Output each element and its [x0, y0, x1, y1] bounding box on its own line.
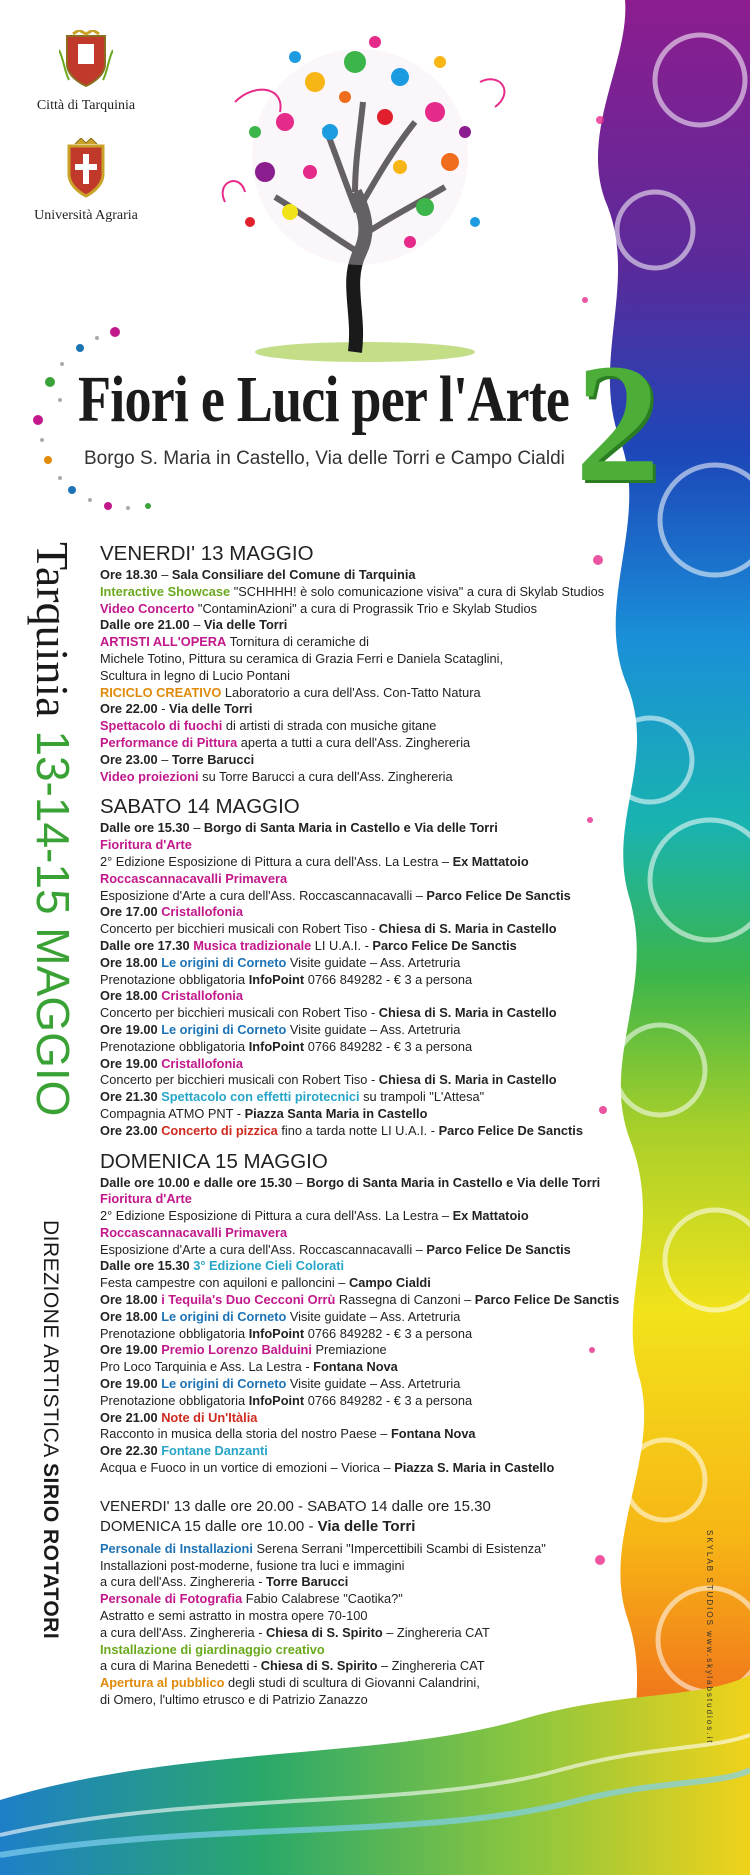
logo-label: Università Agraria — [34, 208, 138, 223]
flower-tree-illustration — [195, 22, 525, 367]
programme-line — [100, 988, 660, 1005]
line-segment: degli studi di scultura di Giovanni Calandrini, — [224, 1675, 480, 1691]
line-segment: Laboratorio a cura dell'Ass. Con-Tatto Natura — [221, 684, 481, 700]
programme-line — [100, 1292, 660, 1309]
line-segment: Fontane Danzanti — [161, 1443, 268, 1459]
programme-line — [100, 1393, 660, 1410]
line-segment: Prenotazione obbligatoria — [100, 1325, 249, 1341]
programme-line — [100, 718, 660, 735]
programme-line — [100, 888, 660, 905]
line-segment: Ore 22.30 — [100, 1443, 162, 1459]
programme-line — [100, 601, 660, 618]
programme-line — [100, 651, 660, 668]
line-segment: Ore 22.00 — [100, 701, 158, 717]
line-segment: Festa campestre con aquiloni e palloncini – — [100, 1275, 349, 1291]
line-segment: LI U.A.I. - — [311, 937, 373, 953]
programme-line — [100, 584, 660, 601]
line-segment: Concerto di pizzica — [161, 1122, 278, 1138]
line-segment: Campo Cialdi — [348, 1275, 431, 1291]
line-segment: Fioritura d'Arte — [100, 1191, 192, 1207]
programme-line — [100, 854, 660, 871]
line-segment: Parco Felice De Sanctis — [426, 1241, 571, 1257]
line-segment: – Zinghereria CAT — [382, 1624, 490, 1640]
line-segment: – — [292, 1174, 307, 1190]
programme-line — [100, 921, 660, 938]
programme-line — [100, 972, 660, 989]
programme-line — [100, 1225, 660, 1242]
line-segment: Spettacolo di fuochi — [100, 718, 223, 734]
line-segment: Rassegna di Canzoni – — [335, 1292, 475, 1308]
line-segment: Dalle ore 21.00 — [100, 617, 190, 633]
line-segment: Cristallofonia — [161, 904, 243, 920]
line-segment: Chiesa di S. Spirito — [266, 1624, 383, 1640]
programme-line — [100, 1410, 660, 1427]
line-segment: Cristallofonia — [161, 988, 243, 1004]
line-segment: Fontana Nova — [313, 1359, 398, 1375]
line-segment: Tornitura di ceramiche di — [226, 634, 370, 650]
line-segment: Premiazione — [311, 1342, 387, 1358]
line-segment: Ore 21.00 — [100, 1409, 162, 1425]
line-segment: – — [189, 617, 204, 633]
line-segment: Personale di Fotografia — [100, 1591, 243, 1607]
programme-line — [100, 871, 660, 888]
line-segment: – — [189, 820, 204, 836]
day-heading: SABATO 14 MAGGIO — [100, 795, 300, 819]
line-segment: Roccascannacavalli Primavera — [100, 1224, 288, 1240]
crest-icon — [59, 138, 113, 200]
line-segment: Piazza S. Maria in Castello — [394, 1460, 555, 1476]
line-segment: aperta a tutti a cura dell'Ass. Zinghereria — [237, 734, 471, 750]
programme-line — [100, 769, 660, 786]
line-segment: a cura dell'Ass. Zinghereria - — [100, 1574, 267, 1590]
event-subtitle: Borgo S. Maria in Castello, Via delle Torri e Campo Cialdi — [84, 448, 565, 469]
line-segment: RICICLO CREATIVO — [100, 684, 222, 700]
line-segment: Dalle ore 15.30 — [100, 820, 190, 836]
line-segment: Via delle Torri — [203, 617, 288, 633]
line-segment: Via delle Torri — [317, 1517, 416, 1535]
line-segment: Ex Mattatoio — [452, 853, 529, 869]
vertical-direction — [38, 1220, 62, 1639]
line-segment: Spettacolo con effetti pirotecnici — [161, 1089, 360, 1105]
programme-line — [100, 1574, 660, 1591]
line-segment: di Omero, l'ultimo etrusco e di Patrizio Zanazzo — [100, 1692, 368, 1708]
line-segment: 3° Edizione Cieli Colorati — [193, 1258, 345, 1274]
programme-line — [100, 1242, 660, 1259]
line-segment: "SCHHHH! è solo comunicazione visiva" a cura di Skylab Studios — [230, 583, 605, 599]
line-segment: Parco Felice De Sanctis — [426, 887, 571, 903]
line-segment: Interactive Showcase — [100, 583, 231, 599]
programme-line — [100, 1625, 660, 1642]
line-segment: Prenotazione obbligatoria — [100, 971, 249, 987]
line-segment: Installazioni post-moderne, fusione tra luci e immagini — [100, 1557, 405, 1573]
line-segment: 0766 849282 - € 3 a persona — [304, 1392, 473, 1408]
programme-line — [100, 1175, 660, 1192]
line-segment: Dalle ore 15.30 — [100, 1258, 194, 1274]
programme-line — [100, 1309, 660, 1326]
programme-line — [100, 820, 660, 837]
line-segment: Piazza Santa Maria in Castello — [244, 1105, 428, 1121]
programme-line — [100, 634, 660, 651]
line-segment: Chiesa di S. Maria in Castello — [378, 1005, 557, 1021]
line-segment: InfoPoint — [248, 971, 305, 987]
line-segment: Visite guidate – Ass. Artetruria — [286, 1308, 461, 1324]
programme-line — [100, 1426, 660, 1443]
line-segment: Ore 23.00 — [100, 751, 158, 767]
line-segment: Video proiezioni — [100, 768, 199, 784]
line-segment: Serena Serrani "Impercettibili Scambi di Esistenza" — [252, 1540, 546, 1556]
line-segment: Ore 18.00 — [100, 988, 162, 1004]
line-segment: Chiesa di S. Maria in Castello — [378, 1072, 557, 1088]
line-segment: Le origini di Corneto — [161, 1376, 287, 1392]
programme-line — [100, 1658, 660, 1675]
programme-line — [100, 735, 660, 752]
programme-line — [100, 1608, 660, 1625]
line-segment: Esposizione d'Arte a cura dell'Ass. Roccascannacavalli – — [100, 1241, 427, 1257]
programme-line — [100, 1022, 660, 1039]
line-segment: 2° Edizione Esposizione di Pittura a cura dell'Ass. La Lestra – — [100, 853, 453, 869]
edition-number: 2 — [575, 329, 660, 517]
programme-line — [100, 1692, 660, 1709]
line-segment: Premio Lorenzo Balduini — [161, 1342, 312, 1358]
event-title: Fiori e Luci per l'Arte — [78, 363, 570, 436]
programme-line — [100, 1591, 660, 1608]
programme-line — [100, 1123, 660, 1140]
programme-line — [100, 1376, 660, 1393]
programme-line — [100, 837, 660, 854]
programme-line — [100, 904, 660, 921]
programme-line — [100, 1005, 660, 1022]
line-segment: Apertura al pubblico — [100, 1675, 225, 1691]
line-segment: Cristallofonia — [161, 1055, 243, 1071]
line-segment: Racconto in musica della storia del nostro Paese – — [100, 1426, 391, 1442]
programme-line — [100, 1675, 660, 1692]
line-segment: Note di Un'Itàlia — [161, 1409, 258, 1425]
programme-line — [100, 1359, 660, 1376]
programme-line — [100, 1642, 660, 1659]
line-segment: - — [157, 701, 170, 717]
programme-line — [100, 1497, 660, 1517]
line-segment: Acqua e Fuoco in un vortice di emozioni – Viorica – — [100, 1460, 395, 1476]
line-segment: Borgo di Santa Maria in Castello e Via delle Torri — [306, 1174, 601, 1190]
programme-line — [100, 685, 660, 702]
programme-line — [100, 1089, 660, 1106]
line-segment: Visite guidate – Ass. Artetruria — [286, 954, 461, 970]
line-segment: InfoPoint — [248, 1325, 305, 1341]
programme-line — [100, 752, 660, 769]
programme-line — [100, 617, 660, 634]
programme-line — [100, 1558, 660, 1575]
vertical-city: Tarquinia — [27, 542, 78, 718]
line-segment: – — [157, 567, 172, 582]
line-segment: Roccascannacavalli Primavera — [100, 870, 288, 886]
vertical-dates: 13-14-15 MAGGIO — [27, 717, 79, 1117]
direction-name: SIRIO ROTATORI — [39, 1463, 62, 1640]
line-segment: Astratto e semi astratto in mostra opere 70-100 — [100, 1608, 368, 1624]
line-segment: – — [157, 751, 172, 767]
programme-line — [100, 1191, 660, 1208]
line-segment: Concerto per bicchieri musicali con Robert Tiso - — [100, 1072, 379, 1088]
line-segment: 0766 849282 - € 3 a persona — [304, 971, 473, 987]
vertical-studio-credit: SKYLAB STUDIOS www.skylabstudios.it — [705, 1530, 714, 1745]
programme-line — [100, 1342, 660, 1359]
line-segment: Ore 18.00 — [100, 1308, 162, 1324]
line-segment: Personale di Installazioni — [100, 1540, 253, 1556]
line-segment: Via delle Torri — [169, 701, 253, 717]
day-heading: DOMENICA 15 MAGGIO — [100, 1149, 328, 1173]
programme-line — [100, 1056, 660, 1073]
programme-line — [100, 1258, 660, 1275]
line-segment: Visite guidate – Ass. Artetruria — [286, 1021, 461, 1037]
programme-line — [100, 1541, 660, 1558]
programme-line — [100, 955, 660, 972]
line-segment: Ore 19.00 — [100, 1021, 162, 1037]
line-segment: Scultura in legno di Lucio Pontani — [100, 667, 290, 683]
programme-line — [100, 1106, 660, 1123]
programme-line — [100, 938, 660, 955]
line-segment: Dalle ore 17.30 — [100, 937, 194, 953]
line-segment: Le origini di Corneto — [161, 1021, 287, 1037]
line-segment: Borgo di Santa Maria in Castello e Via delle Torri — [203, 820, 498, 836]
line-segment: InfoPoint — [248, 1392, 305, 1408]
programme-line — [100, 1208, 660, 1225]
line-segment: Esposizione d'Arte a cura dell'Ass. Roccascannacavalli – — [100, 887, 427, 903]
line-segment: Parco Felice De Sanctis — [438, 1122, 583, 1138]
line-segment: Torre Barucci — [171, 751, 255, 767]
line-segment: Fioritura d'Arte — [100, 837, 192, 853]
line-segment: Concerto per bicchieri musicali con Robert Tiso - — [100, 1005, 379, 1021]
line-segment: Video Concerto — [100, 600, 195, 616]
line-segment: 2° Edizione Esposizione di Pittura a cura dell'Ass. La Lestra – — [100, 1208, 453, 1224]
line-segment: di artisti di strada con musiche gitane — [222, 718, 437, 734]
line-segment: Fabio Calabrese "Caotika?" — [242, 1591, 403, 1607]
programme-line — [100, 1326, 660, 1343]
logo-citta-di-tarquinia — [16, 30, 156, 114]
line-segment: Ore 23.00 — [100, 1122, 162, 1138]
line-segment: Le origini di Corneto — [161, 954, 287, 970]
programme-line — [100, 701, 660, 718]
line-segment: Performance di Pittura — [100, 734, 238, 750]
line-segment: ARTISTI ALL'OPERA — [100, 634, 227, 650]
line-segment: "ContaminAzioni" a cura di Prograssik Trio e Skylab Studios — [194, 600, 538, 616]
line-segment: i Tequila's Duo Cecconi Orrù — [161, 1292, 336, 1308]
programme-line — [100, 1460, 660, 1477]
programme-line — [100, 567, 660, 584]
programme-line — [100, 668, 660, 685]
line-segment: Chiesa di S. Spirito — [260, 1658, 378, 1674]
line-segment: Pro Loco Tarquinia e Ass. La Lestra - — [100, 1359, 314, 1375]
programme-line — [100, 1039, 660, 1056]
line-segment: Dalle ore 10.00 e dalle ore 15.30 — [100, 1174, 293, 1190]
line-segment: Parco Felice De Sanctis — [372, 937, 517, 953]
line-segment: Torre Barucci — [266, 1574, 349, 1590]
logo-label: Città di Tarquinia — [36, 98, 136, 113]
line-segment: InfoPoint — [248, 1038, 305, 1054]
line-segment: – Zinghereria CAT — [377, 1658, 485, 1674]
day-heading: VENERDI' 13 MAGGIO — [100, 542, 314, 565]
line-segment: Ex Mattatoio — [452, 1208, 529, 1224]
line-segment: Chiesa di S. Maria in Castello — [378, 921, 557, 937]
line-segment: Le origini di Corneto — [161, 1308, 287, 1324]
line-segment: Compagnia ATMO PNT - — [100, 1105, 245, 1121]
programme-line — [100, 1443, 660, 1460]
line-segment: Michele Totino, Pittura su ceramica di Grazia Ferri e Daniela Scataglini, — [100, 650, 504, 666]
line-segment: Sala Consiliare del Comune di Tarquinia — [171, 567, 416, 582]
programme-line — [100, 1517, 660, 1537]
line-segment: VENERDI' 13 dalle ore 20.00 - SABATO 14 dalle ore 15.30 — [100, 1497, 491, 1515]
line-segment: Ore 21.30 — [100, 1089, 162, 1105]
line-segment: Ore 19.00 — [100, 1376, 162, 1392]
line-segment: Installazione di giardinaggio creativo — [100, 1641, 325, 1657]
line-segment: fino a tarda notte LI U.A.I. - — [277, 1122, 439, 1138]
line-segment: Visite guidate – Ass. Artetruria — [286, 1376, 461, 1392]
line-segment: Parco Felice De Sanctis — [474, 1292, 620, 1308]
line-segment: su Torre Barucci a cura dell'Ass. Zinghereria — [198, 768, 453, 784]
line-segment: Fontana Nova — [390, 1426, 476, 1442]
line-segment: Ore 19.00 — [100, 1342, 162, 1358]
line-segment: Ore 17.00 — [100, 904, 162, 920]
line-segment: Ore 18.00 — [100, 954, 162, 970]
line-segment: 0766 849282 - € 3 a persona — [304, 1038, 473, 1054]
line-segment: Musica tradizionale — [193, 937, 312, 953]
line-segment: Prenotazione obbligatoria — [100, 1392, 249, 1408]
line-segment: Ore 18.00 — [100, 1292, 162, 1308]
logo-universita-agraria — [16, 138, 156, 224]
line-segment: Prenotazione obbligatoria — [100, 1038, 249, 1054]
line-segment: Concerto per bicchieri musicali con Robert Tiso - — [100, 921, 379, 937]
line-segment: 0766 849282 - € 3 a persona — [304, 1325, 473, 1341]
line-segment: su trampoli "L'Attesa" — [359, 1089, 485, 1105]
programme-line — [100, 1072, 660, 1089]
direction-prefix: DIREZIONE ARTISTICA — [39, 1220, 62, 1463]
line-segment: Ore 18.30 — [100, 567, 158, 582]
line-segment: a cura di Marina Benedetti - — [100, 1658, 261, 1674]
line-segment: Ore 19.00 — [100, 1055, 162, 1071]
line-segment: DOMENICA 15 dalle ore 10.00 - — [100, 1517, 318, 1535]
programme-line — [100, 1275, 660, 1292]
programme — [100, 541, 660, 1709]
line-segment: a cura dell'Ass. Zinghereria - — [100, 1624, 267, 1640]
vertical-city-dates — [27, 542, 79, 1117]
crest-icon — [59, 30, 113, 90]
